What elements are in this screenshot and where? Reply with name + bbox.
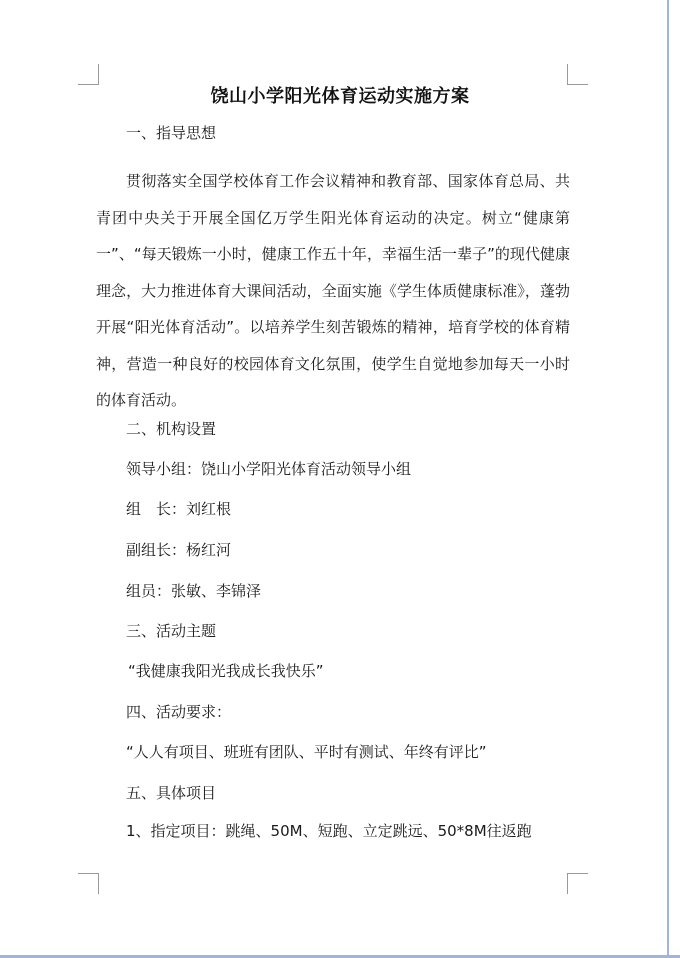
- project-item-1: 1、指定项目：跳绳、50M、短跑、立定跳远、50*8M往返跑: [126, 822, 532, 840]
- members-line: 组员：张敏、李锦泽: [126, 582, 262, 600]
- requirements-line: “人人有项目、班班有团队、平时有测试、年终有评比”: [126, 743, 487, 761]
- section-heading-organization: 二、机构设置: [126, 420, 217, 438]
- guiding-paragraph: 贯彻落实全国学校体育工作会议精神和教育部、国家体育总局、共青团中央关于开展全国亿万学生阳光体育运动的决定。树立“健康第一”、“每天锻炼一小时，健康工作五十年，幸福生活一辈子”的现代健康理念，大力推进体育大课间活动，全面实施《学生体质健康标准》，蓬勃开展“阳光体育活动”。以培养学生刻苦锻炼的精神，培育学校的体育精神，营造一种良好的校园体育文化氛围，使学生自觉地参加每天一小时的体育活动。: [96, 172, 570, 409]
- section-heading-theme: 三、活动主题: [126, 622, 217, 640]
- group-leader-line: 组 长：刘红根: [126, 500, 232, 518]
- section-heading-projects: 五、具体项目: [126, 784, 217, 802]
- theme-line: “我健康我阳光我成长我快乐”: [128, 662, 324, 680]
- deputy-leader-line: 副组长：杨红河: [126, 541, 232, 559]
- section-heading-requirements: 四、活动要求：: [126, 703, 232, 721]
- margin-corner-bottom-left: [78, 873, 99, 894]
- section-heading-guiding: 一、指导思想: [126, 124, 217, 142]
- leading-group-line: 领导小组：饶山小学阳光体育活动领导小组: [126, 460, 412, 478]
- document-title: 饶山小学阳光体育运动实施方案: [210, 86, 470, 107]
- margin-corner-bottom-right: [567, 873, 588, 894]
- window-right-border: [667, 0, 669, 958]
